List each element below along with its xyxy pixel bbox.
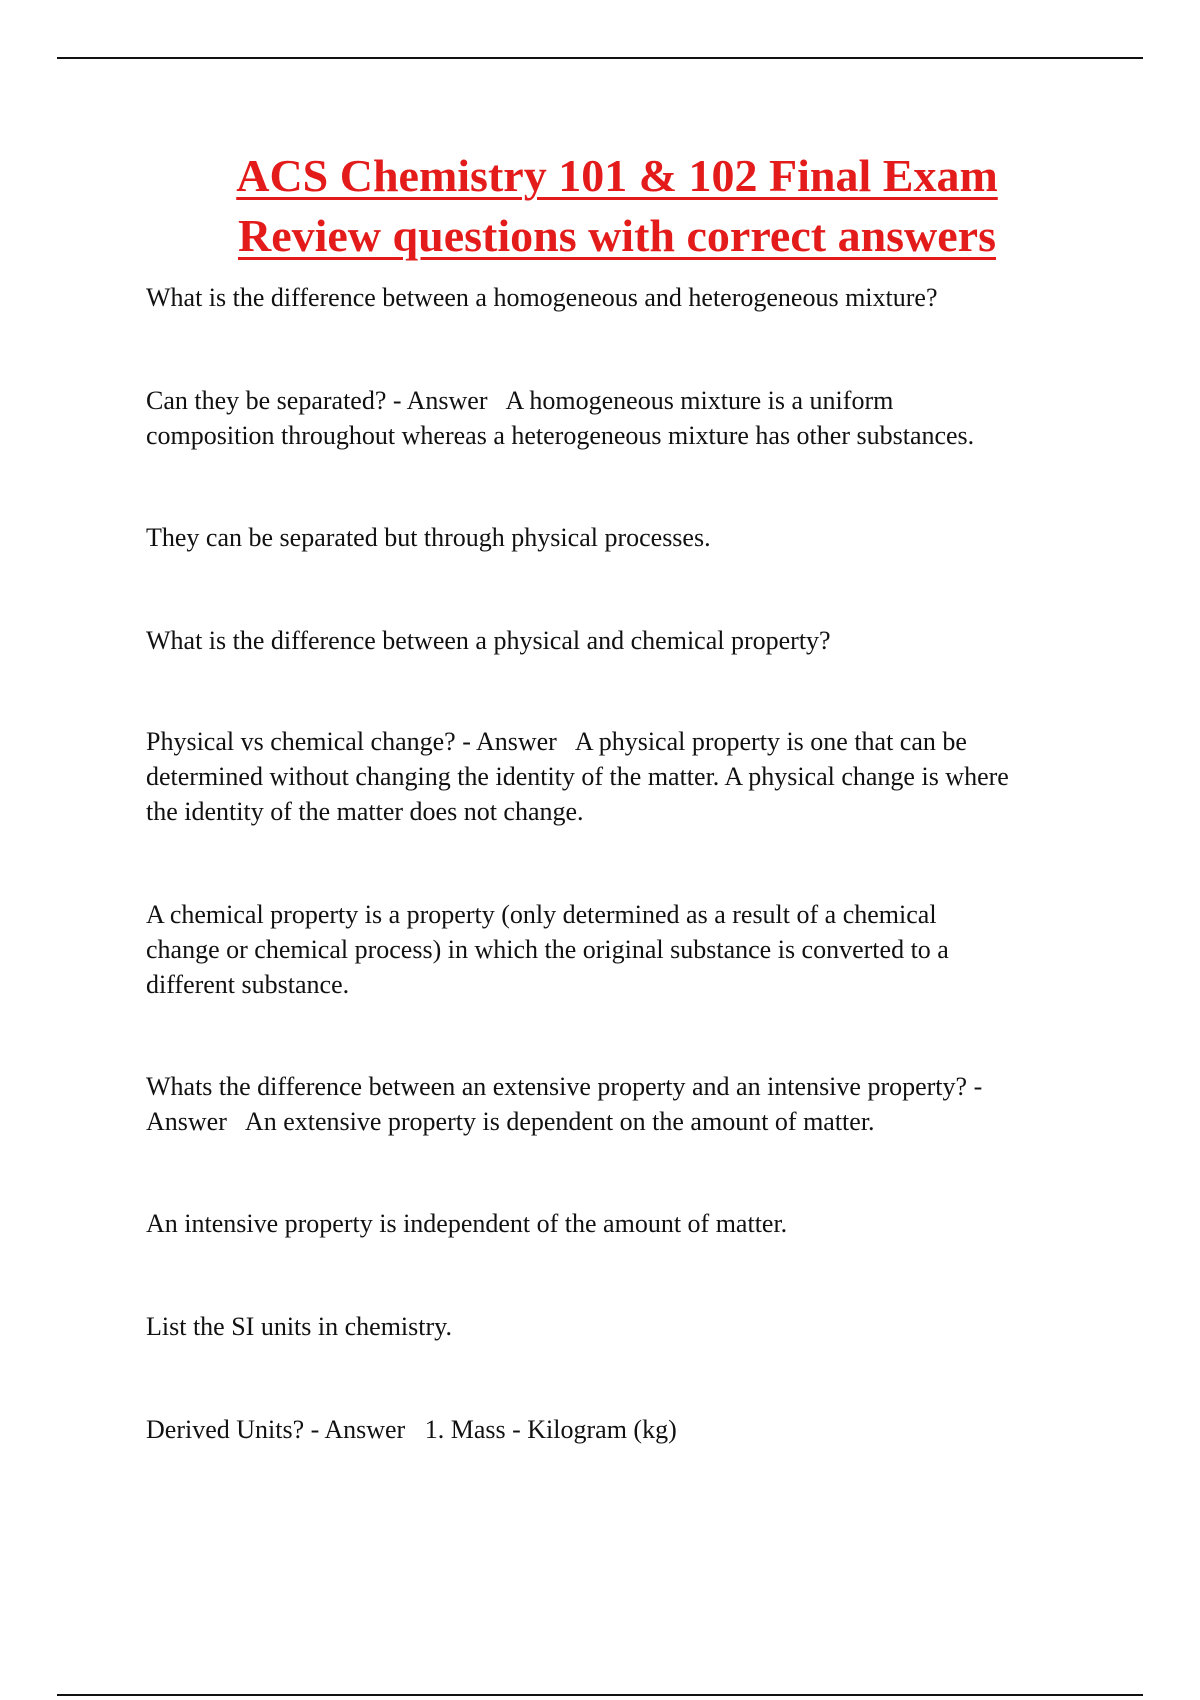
bottom-rule (57, 1694, 1143, 1696)
question-si-units: List the SI units in chemistry. (146, 1312, 452, 1341)
answer-derived-units: Derived Units? - Answer 1. Mass - Kilogram (kg) (146, 1415, 677, 1444)
answer-physical-property: Physical vs chemical change? - Answer A physical property is one that can be determined without changing the identity of the matter. A physical change is where the identity of the matter does not change. (146, 727, 1009, 826)
question-homogeneous-mixture: What is the difference between a homogeneous and heterogeneous mixture? (146, 283, 938, 312)
question-physical-chemical-property: What is the difference between a physical and chemical property? (146, 626, 831, 655)
title-line-1: ACS Chemistry 101 & 102 Final Exam (236, 150, 998, 201)
answer-separation: They can be separated but through physical processes. (146, 523, 711, 552)
question-extensive-intensive: Whats the difference between an extensive property and an intensive property? - Answer An extensive property is dependent on the amount of matter. (146, 1072, 983, 1136)
top-rule (57, 57, 1143, 59)
document-title (0, 146, 1200, 266)
answer-chemical-property: A chemical property is a property (only determined as a result of a chemical change or chemical process) in which the original substance is converted to a different substance. (146, 900, 949, 999)
answer-intensive-property: An intensive property is independent of the amount of matter. (146, 1209, 788, 1238)
title-line-2: Review questions with correct answers (237, 210, 997, 261)
answer-homogeneous-mixture: Can they be separated? - Answer A homogeneous mixture is a uniform composition throughout whereas a heterogeneous mixture has other substances. (146, 386, 975, 450)
